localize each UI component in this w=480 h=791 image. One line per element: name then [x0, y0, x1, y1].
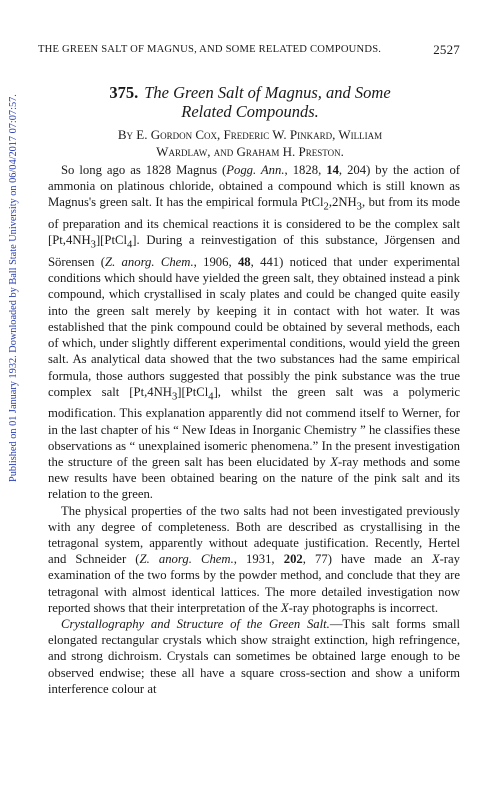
article-title: [60, 83, 440, 121]
text-run: -ray photographs is incorrect.: [288, 600, 439, 615]
volume-number: 14: [326, 163, 339, 177]
paragraph-2: [48, 503, 460, 616]
subscript: 3: [171, 391, 178, 403]
paragraph-3: [48, 616, 460, 697]
article-number: 375.: [109, 83, 139, 102]
subscript: 2: [323, 201, 329, 213]
italic-x: X: [431, 552, 440, 567]
text-run: , 77) have made an: [302, 552, 432, 567]
text-run: , 204) by the action of ammonia on platinous chloride, obtained a compound which is still known as Magnus's green salt. It has the empirical formula PtCl: [48, 163, 461, 210]
title-line-2: Related Compounds.: [181, 102, 319, 121]
text-run: ][PtCl: [177, 384, 209, 399]
page-number: 2527: [433, 42, 460, 57]
text-run: , 1906,: [193, 255, 238, 270]
running-header: [38, 44, 460, 55]
section-heading: Crystallography and Structure of the Green Salt.: [61, 617, 330, 632]
text-run: -ray methods and some new results have been obtained bearing on the nature of the pink salt and its relation to the green.: [48, 455, 460, 502]
paragraph-1: [48, 162, 460, 503]
text-run: , 441) noticed that under experimental conditions which should have yielded the green salt, they obtained instead a pink compound, which crystallised in scaly plates and could be changed quite easily into the green salt merely by keeping it in contact with hot water. It was established that the pink compound could be obtained by several methods, each of which, under slightly different experimental conditions, would yield the green salt. As analytical data showed that the two substances had the same empirical formula, those authors suggested that possibly the pink substance was the true complex salt [Pt,4NH: [48, 255, 461, 399]
title-line-1: The Green Salt of Magnus, and Some: [144, 83, 391, 102]
volume-number: 202: [283, 552, 303, 567]
authors-line-1: By E. Gordon Cox, Frederic W. Pinkard, William: [117, 127, 383, 142]
text-run: , but from its mode of preparation and its chemical reactions it is considered to be the complex salt [Pt,4NH: [48, 195, 460, 248]
text-run: ][PtCl: [95, 233, 127, 248]
journal-citation: Z. anorg. Chem.: [139, 552, 234, 567]
download-watermark: Published on 01 January 1932. Downloaded by Ball State University on 06/04/2017 07:07:57.: [8, 94, 19, 482]
article-authors: [60, 126, 440, 160]
text-run: The physical properties of the two salts had not been investigated previously with any degree of completeness. Both are described as crystallising in the tetragonal system, apparently without adequate justification. Recently, Hertel and Schneider (: [48, 503, 460, 567]
authors-line-2: Wardlaw, and Graham H. Preston.: [156, 144, 344, 159]
text-run: -ray examination of the two forms by the powder method, and conclude that they are tetragonal with almost identical lattices. The more detailed investigation now reported shows that their interpretation of the: [48, 552, 461, 615]
text-run: , 1828,: [284, 163, 327, 177]
volume-number: 48: [237, 255, 251, 270]
subscript: 4: [208, 391, 214, 403]
running-head-title: THE GREEN SALT OF MAGNUS, AND SOME RELATED COMPOUNDS.: [38, 44, 382, 55]
italic-x: X: [280, 600, 289, 615]
text-run: , 1931,: [233, 552, 284, 567]
article-body: [48, 162, 460, 697]
text-run: So long ago as 1828 Magnus (: [61, 163, 227, 177]
text-run: ,2NH: [328, 195, 357, 210]
subscript: 3: [356, 201, 362, 213]
subscript: 4: [126, 239, 133, 251]
text-run: ]. During a reinvestigation of this substance, Jörgensen and Sörensen (: [48, 233, 460, 270]
journal-citation: Z. anorg. Chem.: [105, 255, 194, 270]
text-run: ], whilst the green salt was a polymeric modification. This explanation apparently did not commend itself to Werner, for in the last chapter of his “ New Ideas in Inorganic Chemistry ” he classifies these observations as “ unexplained isomeric phenomena.” In the present investigation the structure of the green salt has been elucidated by: [48, 384, 460, 470]
italic-x: X: [330, 455, 339, 470]
journal-citation: Pogg. Ann.: [226, 163, 285, 177]
text-run: —This salt forms small elongated rectangular crystals which show straight extinction, high refringence, and strong dichroism. Crystals can sometimes be obtained large enough to be observed endwise; these all have a square cross-section and show a uniform interference colour at: [48, 617, 461, 696]
subscript: 3: [90, 239, 96, 251]
